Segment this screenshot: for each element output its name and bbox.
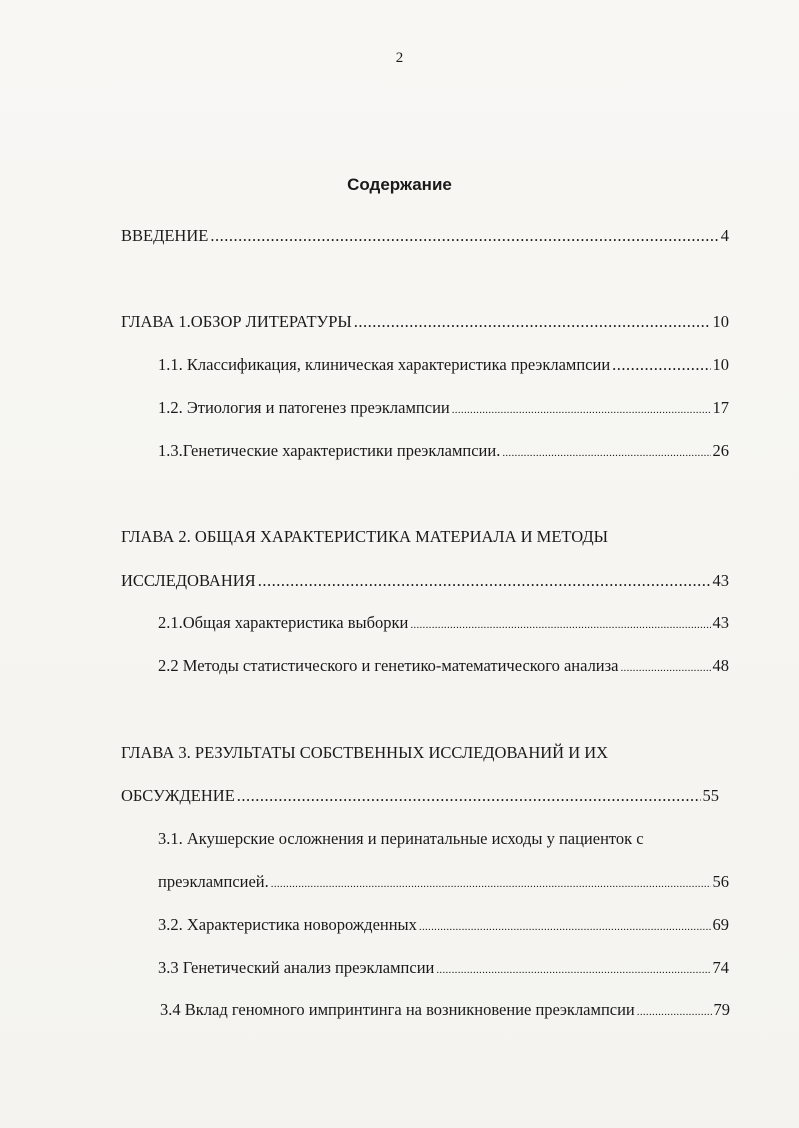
toc-entry-page: 48 [712,656,729,675]
toc-entry-intro[interactable] [121,228,729,245]
toc-entry-label: ГЛАВА 1.ОБЗОР ЛИТЕРАТУРЫ [121,312,352,331]
toc-title: Содержание [347,175,452,194]
toc-leader-dots [620,663,710,674]
toc-leader-dots [354,314,711,331]
toc-leader-dots [210,228,718,245]
toc-entry-section-3-2[interactable] [158,917,729,934]
toc-entry-label: преэклампсией. [158,872,269,891]
toc-leader-dots [436,965,710,976]
toc-entry-label: 2.2 Методы статистического и генетико-математического анализа [158,656,619,675]
page-number: 2 [395,50,404,66]
toc-entry-label: ИССЛЕДОВАНИЯ [121,571,256,590]
toc-entry-page: 74 [712,958,729,977]
toc-entry-page: 79 [713,1000,730,1019]
toc-entry-section-1-3[interactable] [158,443,729,460]
toc-entry-section-3-4[interactable] [160,1002,730,1019]
toc-chapter-3-title-line: ГЛАВА 3. РЕЗУЛЬТАТЫ СОБСТВЕННЫХ ИССЛЕДОВАНИЙ И ИХ [121,743,609,762]
toc-entry-section-3-1[interactable] [158,874,729,891]
toc-leader-dots [502,448,710,459]
toc-leader-dots [612,357,710,374]
toc-leader-dots [258,573,711,590]
toc-entry-page: 43 [712,571,729,590]
toc-leader-dots [452,405,711,416]
toc-entry-chapter-1[interactable] [121,314,729,331]
toc-entry-page: 4 [720,226,729,245]
toc-entry-chapter-3[interactable] [121,788,719,805]
toc-entry-section-2-2[interactable] [158,658,729,675]
toc-leader-dots [271,879,711,890]
toc-entry-label: 3.4 Вклад геномного импринтинга на возникновение преэклампсии [160,1000,635,1019]
toc-leader-dots [410,620,710,631]
toc-leader-dots [419,922,711,933]
toc-entry-page: 10 [712,355,729,374]
toc-entry-label: 3.2. Характеристика новорожденных [158,915,417,934]
toc-leader-dots [237,788,701,805]
toc-leader-dots [637,1007,712,1018]
toc-entry-section-1-1[interactable] [158,357,729,374]
toc-entry-page: 43 [712,613,729,632]
toc-entry-page: 56 [712,872,729,891]
toc-chapter-2-title-line: ГЛАВА 2. ОБЩАЯ ХАРАКТЕРИСТИКА МАТЕРИАЛА И МЕТОДЫ [121,527,609,546]
toc-entry-page: 26 [712,441,729,460]
toc-entry-page: 55 [702,786,719,805]
toc-section-3-1-title-line: 3.1. Акушерские осложнения и перинатальные исходы у пациенток с [158,829,644,848]
toc-entry-label: ОБСУЖДЕНИЕ [121,786,235,805]
toc-entry-section-1-2[interactable] [158,400,729,417]
toc-entry-section-2-1[interactable] [158,615,729,632]
toc-entry-page: 69 [712,915,729,934]
toc-entry-label: 1.1. Классификация, клиническая характеристика преэклампсии [158,355,611,374]
toc-entry-label: 1.3.Генетические характеристики преэклампсии. [158,441,501,460]
toc-entry-label: 2.1.Общая характеристика выборки [158,613,409,632]
toc-entry-page: 10 [712,312,729,331]
toc-entry-label: ВВЕДЕНИЕ [121,226,209,245]
toc-entry-label: 1.2. Этиология и патогенез преэклампсии [158,398,450,417]
toc-entry-page: 17 [712,398,729,417]
toc-entry-label: 3.3 Генетический анализ преэклампсии [158,958,435,977]
toc-entry-section-3-3[interactable] [158,960,729,977]
toc-entry-chapter-2[interactable] [121,573,729,590]
